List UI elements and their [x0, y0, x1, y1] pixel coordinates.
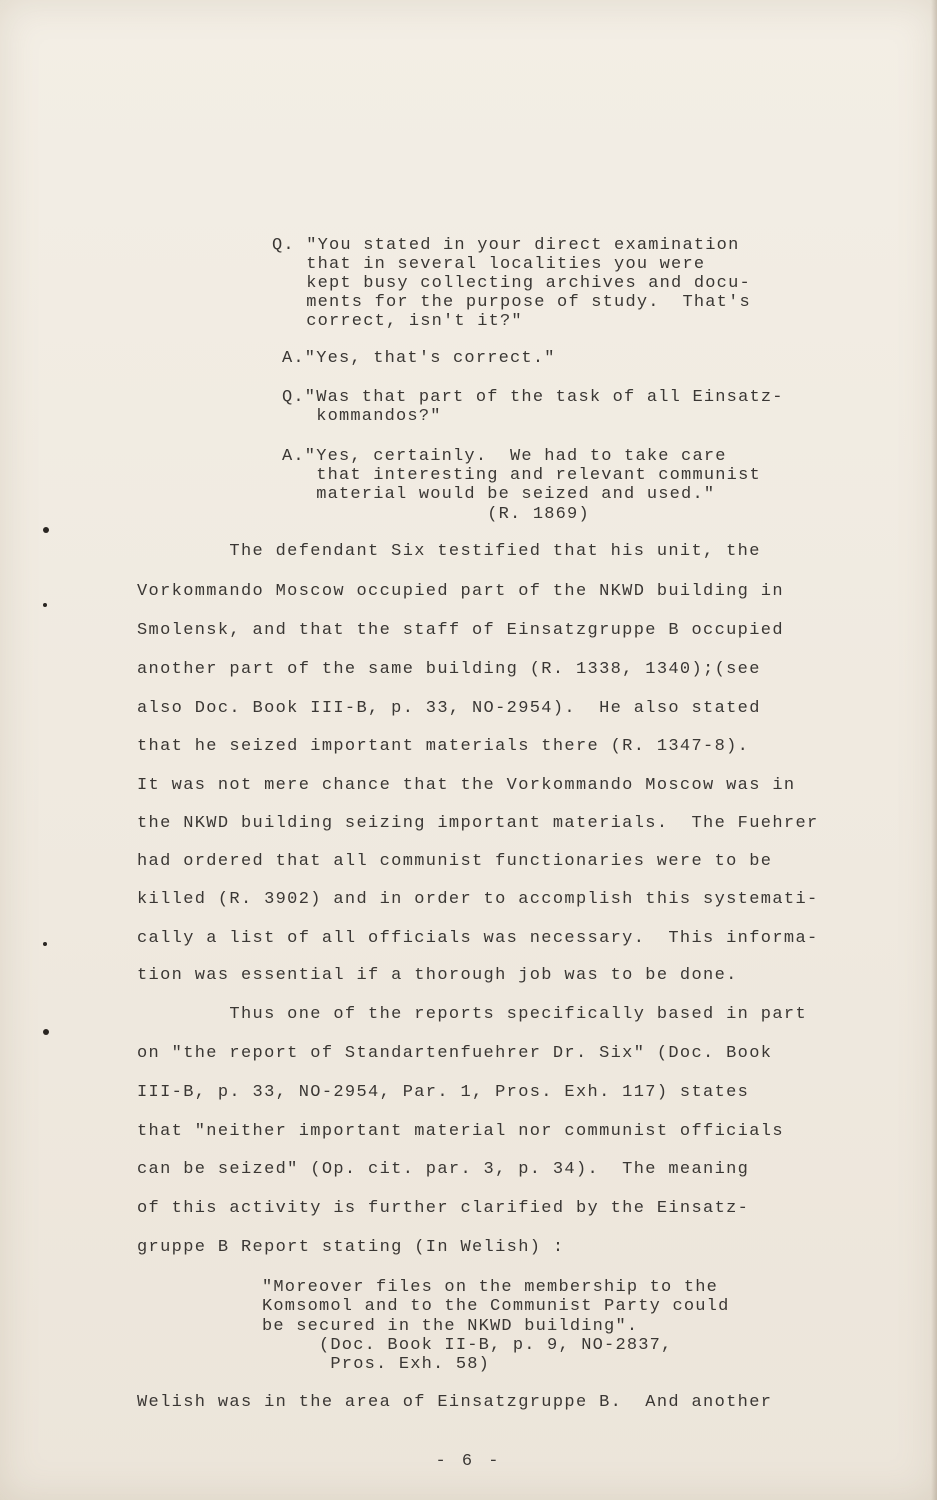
paragraph1-line: also Doc. Book III-B, p. 33, NO-2954). He also stated [137, 699, 761, 718]
paragraph1-line: tion was essential if a thorough job was to be done. [137, 966, 738, 985]
paragraph2-line: III-B, p. 33, NO-2954, Par. 1, Pros. Exh. 117) states [137, 1083, 750, 1102]
punch-hole-mark [43, 527, 49, 533]
page-edge-shadow [931, 0, 937, 1500]
paragraph2-line: Thus one of the reports specifically based in part [137, 1005, 807, 1024]
qa-q1-line-3: kept busy collecting archives and docu- [272, 274, 751, 293]
quote-citation-line: (Doc. Book II-B, p. 9, NO-2837, [262, 1336, 673, 1355]
paragraph2-line: on "the report of Standartenfuehrer Dr. Six" (Doc. Book [137, 1044, 773, 1063]
paragraph1-line: The defendant Six testified that his unit, the [137, 542, 761, 561]
paragraph1-line: It was not mere chance that the Vorkommando Moscow was in [137, 776, 796, 795]
paragraph1-line: Smolensk, and that the staff of Einsatzgruppe B occupied [137, 621, 784, 640]
qa-a2-line-4: (R. 1869) [282, 505, 590, 524]
punch-hole-mark [43, 942, 47, 946]
qa-a1-line-1: A."Yes, that's correct." [282, 349, 556, 368]
quote-line: "Moreover files on the membership to the [262, 1278, 719, 1297]
qa-q2-line-2: kommandos?" [282, 407, 442, 426]
quote-line: be secured in the NKWD building". [262, 1317, 639, 1336]
paragraph1-line: the NKWD building seizing important materials. The Fuehrer [137, 814, 819, 833]
qa-q1-line-2: that in several localities you were [272, 255, 706, 274]
page-number: - 6 - [435, 1452, 502, 1471]
punch-hole-mark [43, 1029, 49, 1035]
qa-q1-line-5: correct, isn't it?" [272, 312, 523, 331]
qa-q1-line-4: ments for the purpose of study. That's [272, 293, 751, 312]
paragraph1-line: another part of the same building (R. 1338, 1340);(see [137, 660, 761, 679]
paragraph1-line: that he seized important materials there (R. 1347-8). [137, 737, 750, 756]
paragraph2-line: can be seized" (Op. cit. par. 3, p. 34). The meaning [137, 1160, 750, 1179]
qa-q2-line-1: Q."Was that part of the task of all Einsatz- [282, 388, 784, 407]
continuation-line: Welish was in the area of Einsatzgruppe B. And another [137, 1393, 773, 1412]
quote-line: Komsomol and to the Communist Party could [262, 1297, 730, 1316]
punch-hole-mark [43, 603, 47, 607]
paragraph2-line: of this activity is further clarified by the Einsatz- [137, 1199, 750, 1218]
paragraph2-line: gruppe B Report stating (In Welish) : [137, 1238, 565, 1257]
paragraph1-line: Vorkommando Moscow occupied part of the NKWD building in [137, 582, 784, 601]
paragraph1-line: killed (R. 3902) and in order to accomplish this systemati- [137, 890, 819, 909]
paragraph1-line: had ordered that all communist functionaries were to be [137, 852, 773, 871]
qa-a2-line-1: A."Yes, certainly. We had to take care [282, 447, 727, 466]
qa-a2-line-3: material would be seized and used." [282, 485, 716, 504]
qa-a2-line-2: that interesting and relevant communist [282, 466, 761, 485]
paragraph2-line: that "neither important material nor communist officials [137, 1122, 784, 1141]
qa-q1-line-1: Q. "You stated in your direct examination [272, 236, 740, 255]
paragraph1-line: cally a list of all officials was necessary. This informa- [137, 929, 819, 948]
quote-citation-line: Pros. Exh. 58) [262, 1355, 491, 1374]
